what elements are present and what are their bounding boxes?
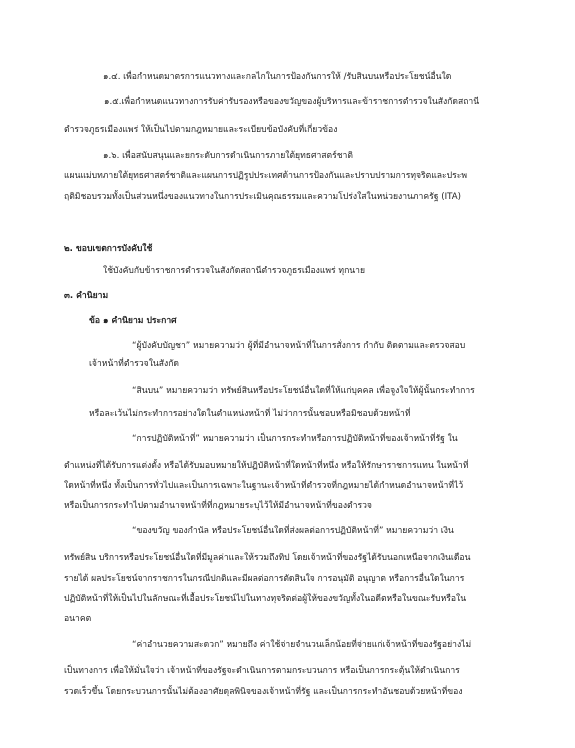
def-gift: “ของขวัญ ของกำนัล หรือประโยชน์อื่นใดที่ส่งผลต่อการปฏิบัติหน้าที่” หมายความว่า เงิน — [132, 526, 454, 536]
objective-1-6-cont-2: ฤติมิชอบรวมทั้งเป็นส่วนหนึ่งของแนวทางในการประเมินคุณธรรมและความโปร่งใสในหน่วยงานภาครัฐ (ITA) — [64, 192, 461, 202]
section-2-body: ใช้บังคับกับข้าราชการตำรวจในสังกัดสถานีตำรวจภูธรเมืองแพร่ ทุกนาย — [103, 266, 366, 276]
def-duty-cont-1: ตำแหน่งที่ได้รับการแต่งตั้ง หรือได้รับมอบหมายให้ปฏิบัติหน้าที่ใดหน้าที่หนึ่ง หรือให้รักษาราชการแทน ในหน้าที่ — [64, 461, 469, 471]
section-3-heading: ๓. คำนิยาม — [64, 291, 109, 301]
def-duty-cont-2: ใดหน้าที่หนึ่ง ทั้งเป็นการทั่วไปและเป็นการเฉพาะในฐานะเจ้าหน้าที่ตำรวจที่กฎหมายได้กำหนดอำนาจหน้าที่ไว้ — [64, 481, 464, 491]
def-duty-cont-3: หรือเป็นการกระทำไปตามอำนาจหน้าที่ที่กฎหมายระบุไว้ให้มีอำนาจหน้าที่ของตำรวจ — [64, 501, 372, 511]
objective-1-6-cont-1: แผนแม่บทภายใต้ยุทธศาสตร์ชาติและแผนการปฏิรูปประเทศด้านการป้องกันและปราบปรามการทุจริตและประพ — [64, 171, 467, 181]
clause-1-heading: ข้อ ๑ คำนิยาม ประกาศ — [89, 316, 177, 326]
objective-1-6: ๑.๖. เพื่อสนับสนุนและยกระดับการดำเนินการภายใต้ยุทธศาสตร์ชาติ — [103, 151, 353, 161]
def-gift-cont-1: ทรัพย์สิน บริการหรือประโยชน์อื่นใดที่มีมูลค่าและให้รวมถึงทิป โดยเจ้าหน้าที่ของรัฐได้รับนอกเหนือจากเงินเดือน — [64, 553, 471, 563]
def-gift-cont-3: ปฏิบัติหน้าที่ให้เป็นไปในลักษณะที่เอื้อประโยชน์ไปในทางทุจริตต่อผู้ให้ของขวัญทั้งในอดีตหรือในขณะรับหรือใน — [64, 594, 467, 604]
objective-1-4: ๑.๔. เพื่อกำหนดมาตรการแนวทางและกลไกในการป้องกันการให้ /รับสินบนหรือประโยชน์อื่นใด — [103, 72, 452, 82]
def-duty: “การปฏิบัติหน้าที่” หมายความว่า เป็นการกระทำหรือการปฏิบัติหน้าที่ของเจ้าหน้าที่รัฐ ใน — [132, 434, 458, 444]
def-gift-cont-4: อนาคต — [64, 614, 92, 624]
def-supervisor: “ผู้บังคับบัญชา” หมายความว่า ผู้ที่มีอำนาจหน้าที่ในการสั่งการ กำกับ ติดตามและตรวจสอบ — [132, 341, 466, 351]
def-gift-cont-2: รายได้ ผลประโยชน์จากราชการในกรณีปกติและมีผลต่อการตัดสินใจ การอนุมัติ อนุญาต หรือการอื่นใดในการ — [64, 574, 465, 584]
def-facilitation-cont-2: รวดเร็วขึ้น โดยกระบวนการนั้นไม่ต้องอาศัยดุลพินิจของเจ้าหน้าที่รัฐ และเป็นการกระทำอันชอบด้วยหน้าที่ของ — [64, 687, 463, 697]
objective-1-5-cont: ตำรวจภูธรเมืองแพร่ ให้เป็นไปตามกฎหมายและระเบียบข้อบังคับที่เกี่ยวข้อง — [64, 125, 338, 135]
def-bribe-cont: หรือละเว้นไม่กระทำการอย่างใดในตำแหน่งหน้าที่ ไม่ว่าการนั้นชอบหรือมิชอบด้วยหน้าที่ — [89, 409, 411, 419]
section-2-heading: ๒. ขอบเขตการบังคับใช้ — [64, 244, 153, 254]
def-bribe: “สินบน” หมายความว่า ทรัพย์สินหรือประโยชน์อื่นใดที่ให้แก่บุคคล เพื่อจูงใจให้ผู้นั้นกระทำการ — [132, 386, 475, 396]
def-facilitation: “ค่าอำนวยความสะดวก” หมายถึง ค่าใช้จ่ายจำนวนเล็กน้อยที่จ่ายแก่เจ้าหน้าที่ของรัฐอย่างไม่ — [132, 640, 472, 650]
def-supervisor-cont: เจ้าหน้าที่ตำรวจในสังกัด — [89, 359, 180, 369]
def-facilitation-cont-1: เป็นทางการ เพื่อให้มั่นใจว่า เจ้าหน้าที่ของรัฐจะดำเนินการตามกระบวนการ หรือเป็นการกระตุ้นให้ดำเนินการ — [64, 666, 460, 676]
objective-1-5: ๑.๕.เพื่อกำหนดแนวทางการรับค่ารับรองหรือของขวัญของผู้บริหารและข้าราชการตำรวจในสังกัดสถานี — [104, 97, 480, 107]
